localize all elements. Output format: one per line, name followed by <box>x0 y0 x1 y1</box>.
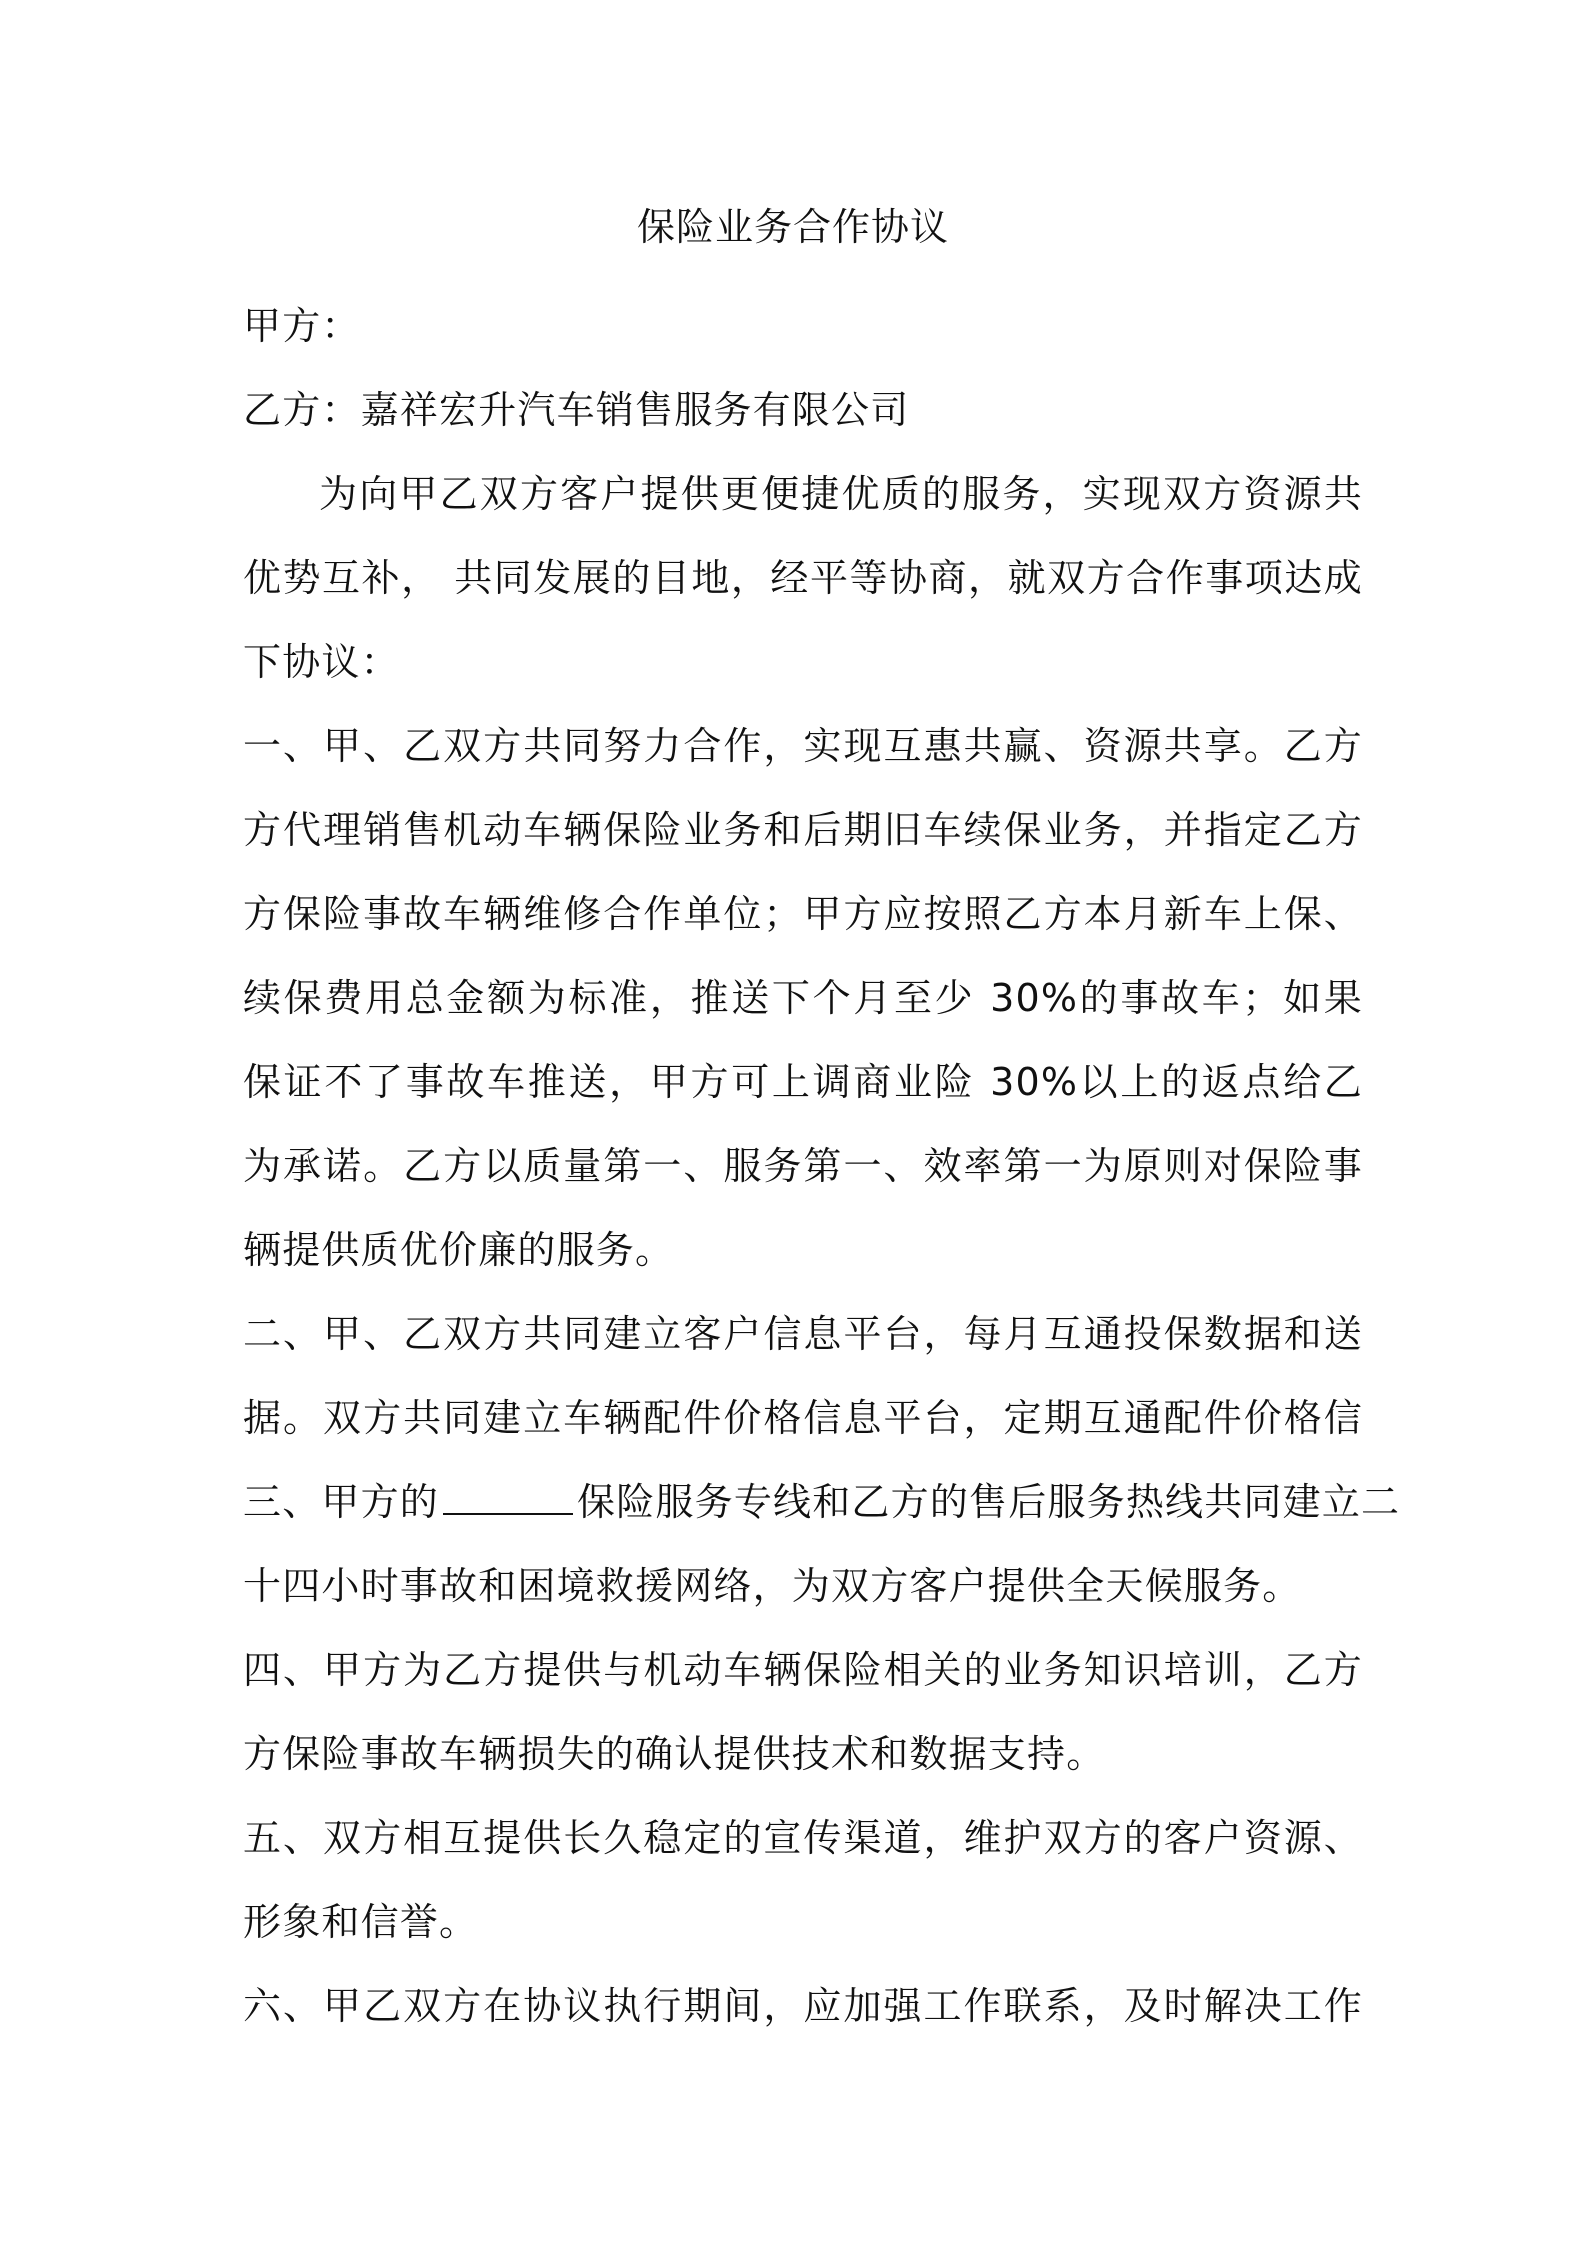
clause-1-line-4: 续保费用总金额为标准，推送下个月至少 30%的事故车；如果 <box>243 976 1363 1020</box>
clause-4-line-2: 方保险事故车辆损失的确认提供技术和数据支持。 <box>243 1732 1106 1776</box>
party-a-line: 甲方： <box>243 304 361 348</box>
clause-1-line-3: 方保险事故车辆维修合作单位；甲方应按照乙方本月新车上保、 <box>243 892 1363 936</box>
party-b-line: 乙方：嘉祥宏升汽车销售服务有限公司 <box>243 388 910 432</box>
clause-1-line-5: 保证不了事故车推送，甲方可上调商业险 30%以上的返点给乙 <box>243 1060 1363 1104</box>
clause-1-line-6: 为承诺。乙方以质量第一、服务第一、效率第一为原则对保险事 <box>243 1144 1363 1188</box>
clause-1-line-7: 辆提供质优价廉的服务。 <box>243 1228 675 1272</box>
clause-2-line-1: 二、甲、乙双方共同建立客户信息平台，每月互通投保数据和送 <box>243 1312 1363 1356</box>
intro-line-2: 优势互补， 共同发展的目地，经平等协商，就双方合作事项达成 <box>243 556 1363 600</box>
document-body <box>243 284 1401 2048</box>
fill-in-blank <box>443 1479 573 1515</box>
intro-line-3: 下协议： <box>243 640 400 684</box>
clause-5-line-2: 形象和信誉。 <box>243 1900 479 1944</box>
clause-3-line-1 <box>243 1460 1401 1544</box>
clause-3-prefix: 三、甲方的 <box>243 1480 440 1524</box>
clause-6-line-1: 六、甲乙双方在协议执行期间，应加强工作联系，及时解决工作 <box>243 1984 1363 2028</box>
intro-line-1: 为向甲乙双方客户提供更便捷优质的服务，实现双方资源共 <box>319 472 1363 516</box>
clause-3-suffix: 保险服务专线和乙方的售后服务热线共同建立二 <box>577 1480 1401 1524</box>
clause-4-line-1: 四、甲方为乙方提供与机动车辆保险相关的业务知识培训，乙方 <box>243 1648 1363 1692</box>
clause-1-line-1: 一、甲、乙双方共同努力合作，实现互惠共赢、资源共享。乙方 <box>243 724 1363 768</box>
clause-5-line-1: 五、双方相互提供长久稳定的宣传渠道，维护双方的客户资源、 <box>243 1816 1363 1860</box>
clause-2-line-2: 据。双方共同建立车辆配件价格信息平台，定期互通配件价格信 <box>243 1396 1363 1440</box>
clause-3-line-2: 十四小时事故和困境救援网络，为双方客户提供全天候服务。 <box>243 1564 1302 1608</box>
document-title: 保险业务合作协议 <box>636 205 949 249</box>
clause-1-line-2: 方代理销售机动车辆保险业务和后期旧车续保业务，并指定乙方 <box>243 808 1363 852</box>
